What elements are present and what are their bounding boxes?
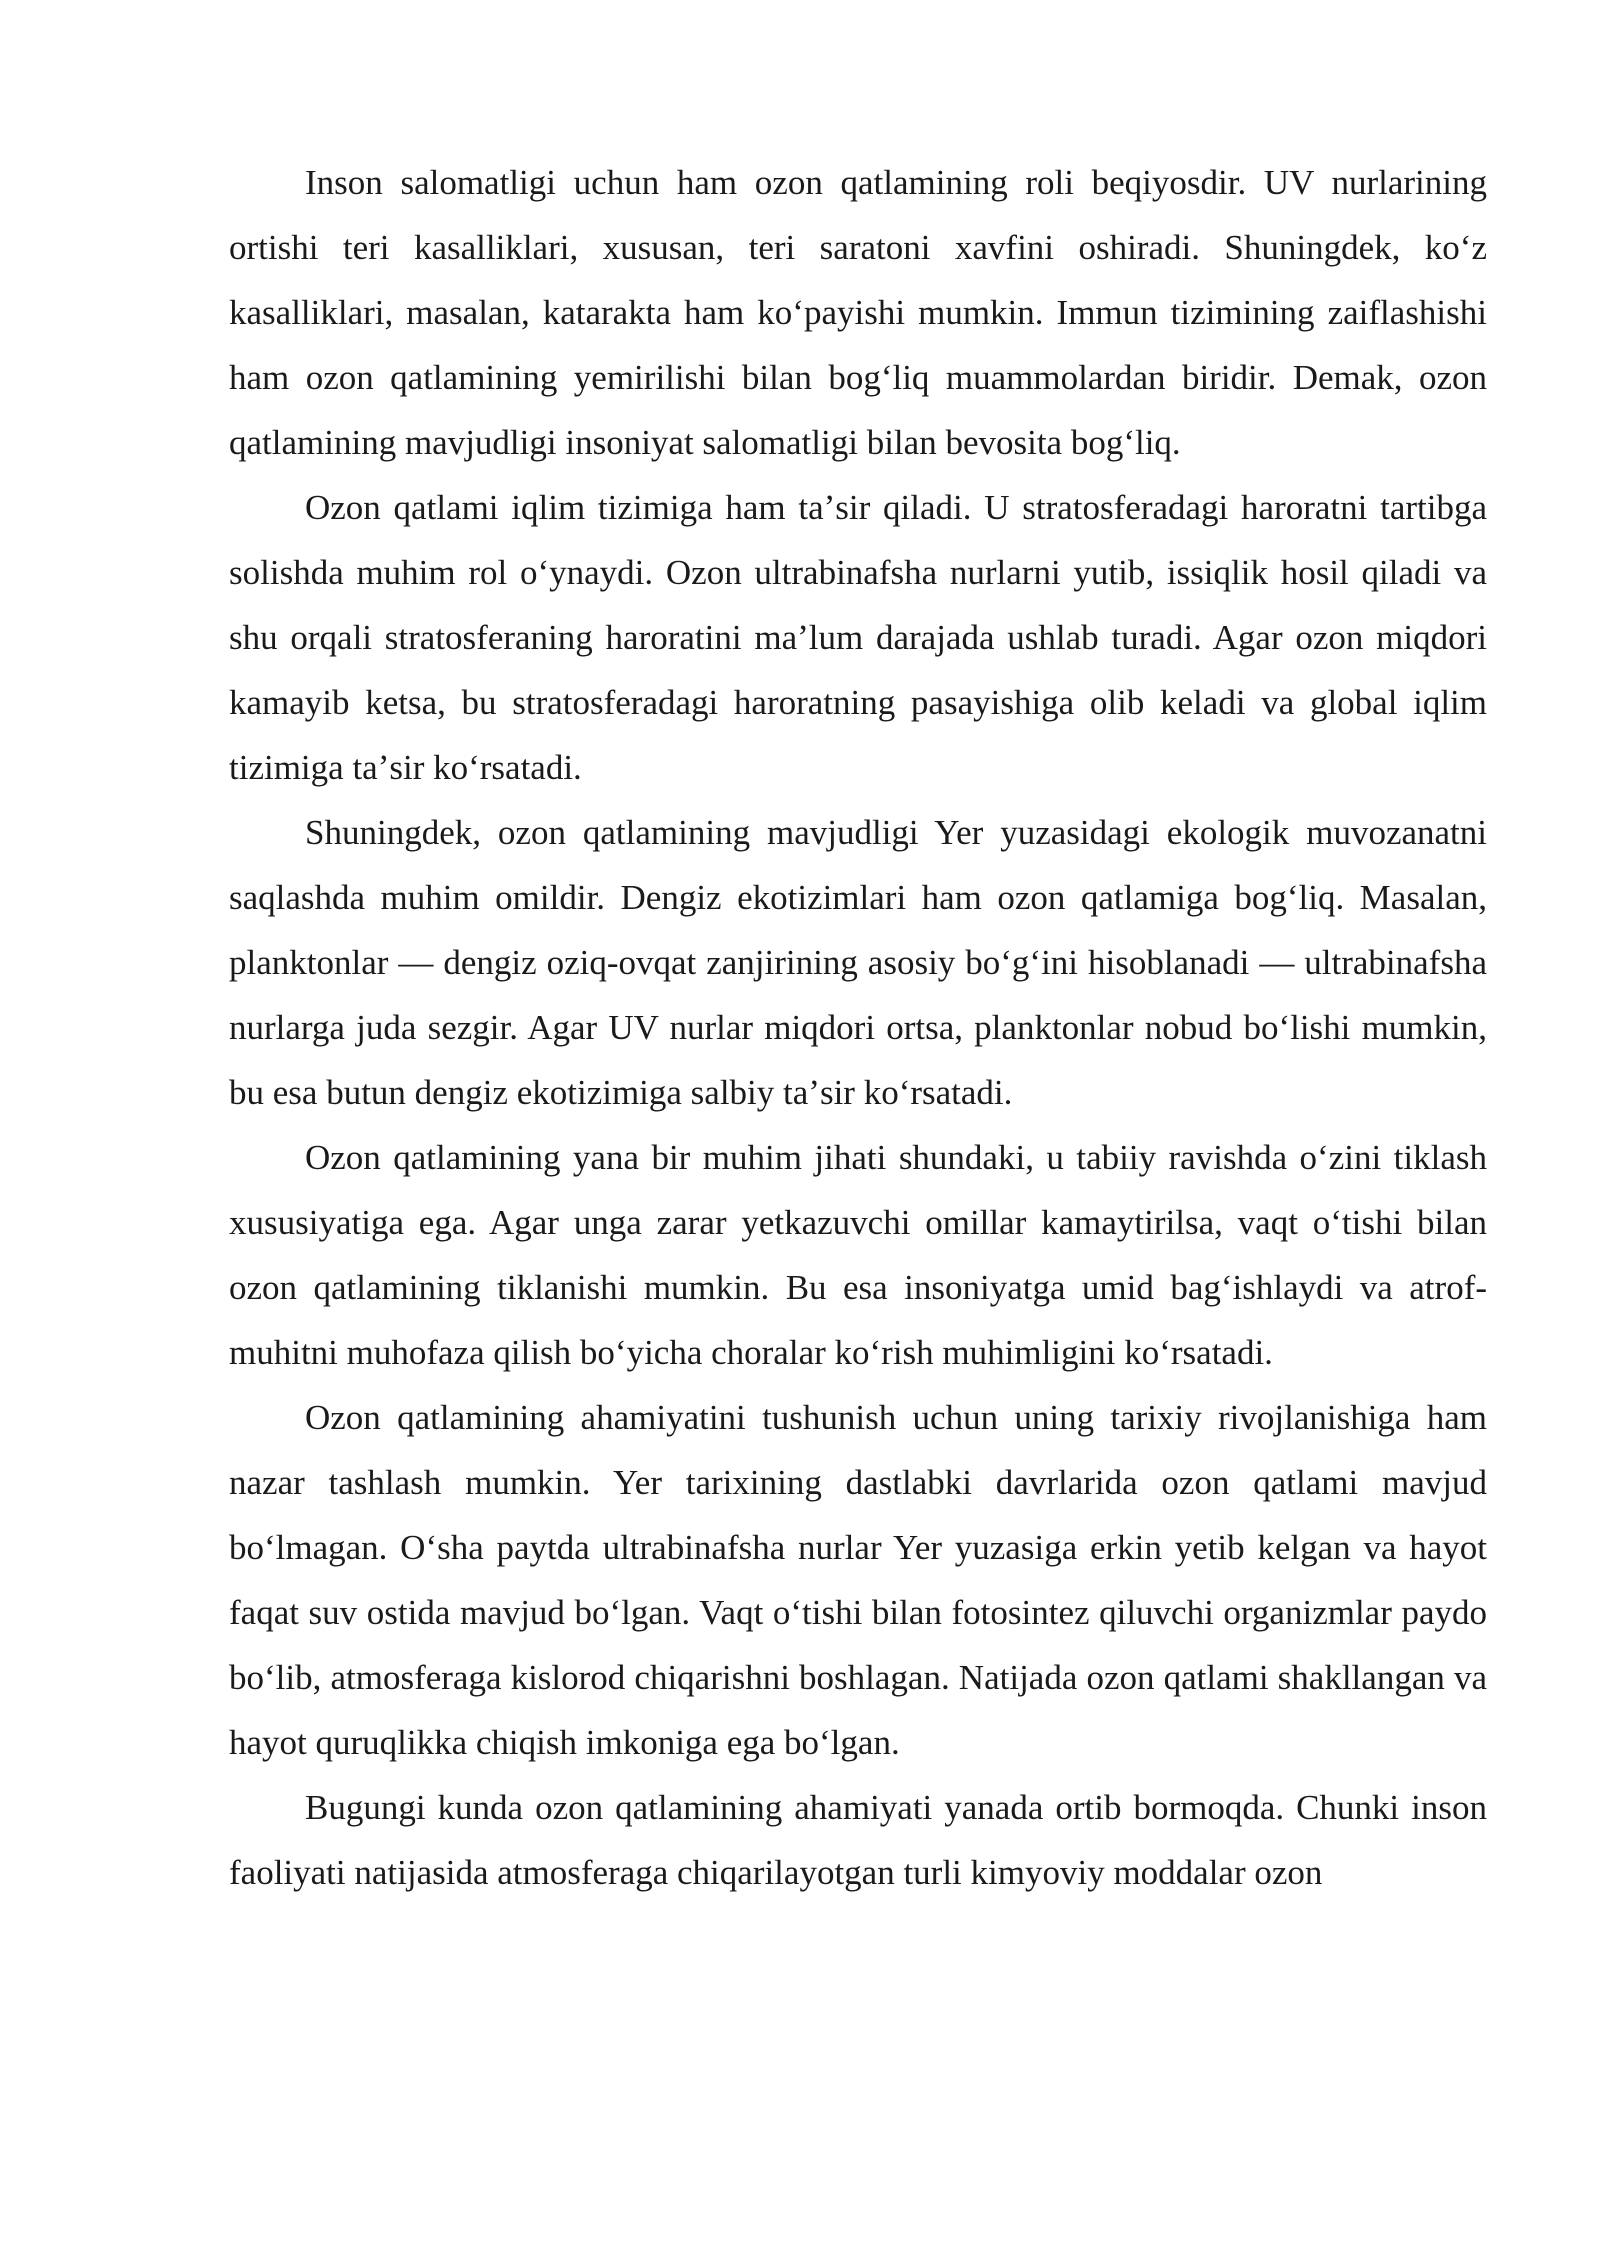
paragraph-climate-system: Ozon qatlami iqlim tizimiga ham taʼsir qiladi. U stratosferadagi haroratni tartibga solishda muhim rol oʻynaydi. Ozon ultrabinafsha nurlarni yutib, issiqlik hosil qiladi va shu orqali stratosferaning haroratini maʼlum darajada ushlab turadi. Agar ozon miqdori kamayib ketsa, bu stratosferadagi haroratning pasayishiga olib keladi va global iqlim tizimiga taʼsir koʻrsatadi.: [229, 488, 1487, 787]
paragraph-ecological-balance: Shuningdek, ozon qatlamining mavjudligi Yer yuzasidagi ekologik muvozanatni saqlashda muhim omildir. Dengiz ekotizimlari ham ozon qatlamiga bogʻliq. Masalan, planktonlar — dengiz oziq-ovqat zanjirining asosiy boʻgʻini hisoblanadi — ultrabinafsha nurlarga juda sezgir. Agar UV nurlar miqdori ortsa, planktonlar nobud boʻlishi mumkin, bu esa butun dengiz ekotizimiga salbiy taʼsir koʻrsatadi.: [229, 813, 1487, 1112]
document-body: [229, 150, 1487, 1905]
paragraph-self-recovery: Ozon qatlamining yana bir muhim jihati shundaki, u tabiiy ravishda oʻzini tiklash xususiyatiga ega. Agar unga zarar yetkazuvchi omillar kamaytirilsa, vaqt oʻtishi bilan ozon qatlamining tiklanishi mumkin. Bu esa insoniyatga umid bagʻishlaydi va atrof-muhitni muhofaza qilish boʻyicha choralar koʻrish muhimligini koʻrsatadi.: [229, 1138, 1487, 1372]
paragraph-historical-development: Ozon qatlamining ahamiyatini tushunish uchun uning tarixiy rivojlanishiga ham nazar tashlash mumkin. Yer tarixining dastlabki davrlarida ozon qatlami mavjud boʻlmagan. Oʻsha paytda ultrabinafsha nurlar Yer yuzasiga erkin yetib kelgan va hayot faqat suv ostida mavjud boʻlgan. Vaqt oʻtishi bilan fotosintez qiluvchi organizmlar paydo boʻlib, atmosferaga kislorod chiqarishni boshlagan. Natijada ozon qatlami shakllangan va hayot quruqlikka chiqish imkoniga ega boʻlgan.: [229, 1398, 1487, 1762]
paragraph-human-health: Inson salomatligi uchun ham ozon qatlamining roli beqiyosdir. UV nurlarining ortishi teri kasalliklari, xususan, teri saratoni xavfini oshiradi. Shuningdek, koʻz kasalliklari, masalan, katarakta ham koʻpayishi mumkin. Immun tizimining zaiflashishi ham ozon qatlamining yemirilishi bilan bogʻliq muammolardan biridir. Demak, ozon qatlamining mavjudligi insoniyat salomatligi bilan bevosita bogʻliq.: [229, 163, 1487, 462]
paragraph-current-importance: Bugungi kunda ozon qatlamining ahamiyati yanada ortib bormoqda. Chunki inson faoliyati natijasida atmosferaga chiqarilayotgan turli kimyoviy moddalar ozon: [229, 1788, 1487, 1892]
